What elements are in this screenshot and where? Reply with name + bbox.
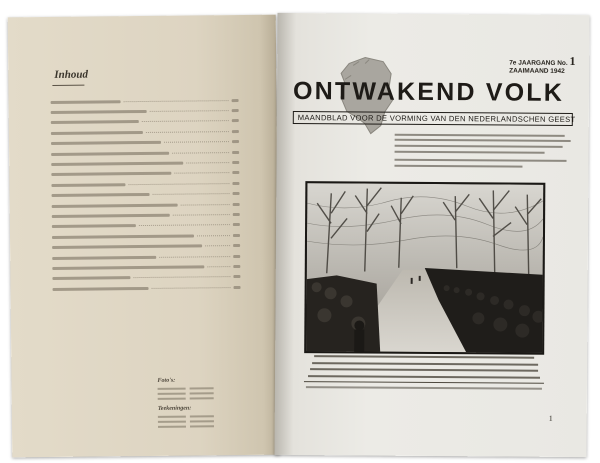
issue-month: ZAAIMAAND 1942 xyxy=(509,67,565,75)
left-page xyxy=(8,15,281,458)
marching-troops-photo xyxy=(304,181,545,355)
issue-number-label: No. xyxy=(557,59,568,67)
issue-number: 1 xyxy=(569,53,576,68)
right-page xyxy=(274,13,589,457)
table-of-contents xyxy=(49,95,241,294)
credit-line xyxy=(158,423,248,429)
toc-title-rule xyxy=(52,85,84,86)
jaargang: 7e JAARGANG xyxy=(509,59,556,67)
photo-image xyxy=(306,183,543,353)
toc-entry xyxy=(50,282,240,294)
subtitle-bar: MAANDBLAD VOOR DE VORMING VAN DEN NEDERLANDSCHEN GEEST xyxy=(293,111,573,126)
photo-caption xyxy=(304,353,544,392)
foto-heading: Foto's: xyxy=(157,377,176,384)
credits-block xyxy=(157,377,248,429)
page-number: 1 xyxy=(548,413,553,423)
credit-line xyxy=(158,395,248,401)
colophon xyxy=(394,132,572,170)
toc-title: Inhoud xyxy=(54,68,89,81)
masthead-title: ONTWAKEND VOLK xyxy=(292,77,565,107)
issue-info xyxy=(509,53,581,77)
teekeningen-heading: Teekeningen: xyxy=(157,405,192,412)
